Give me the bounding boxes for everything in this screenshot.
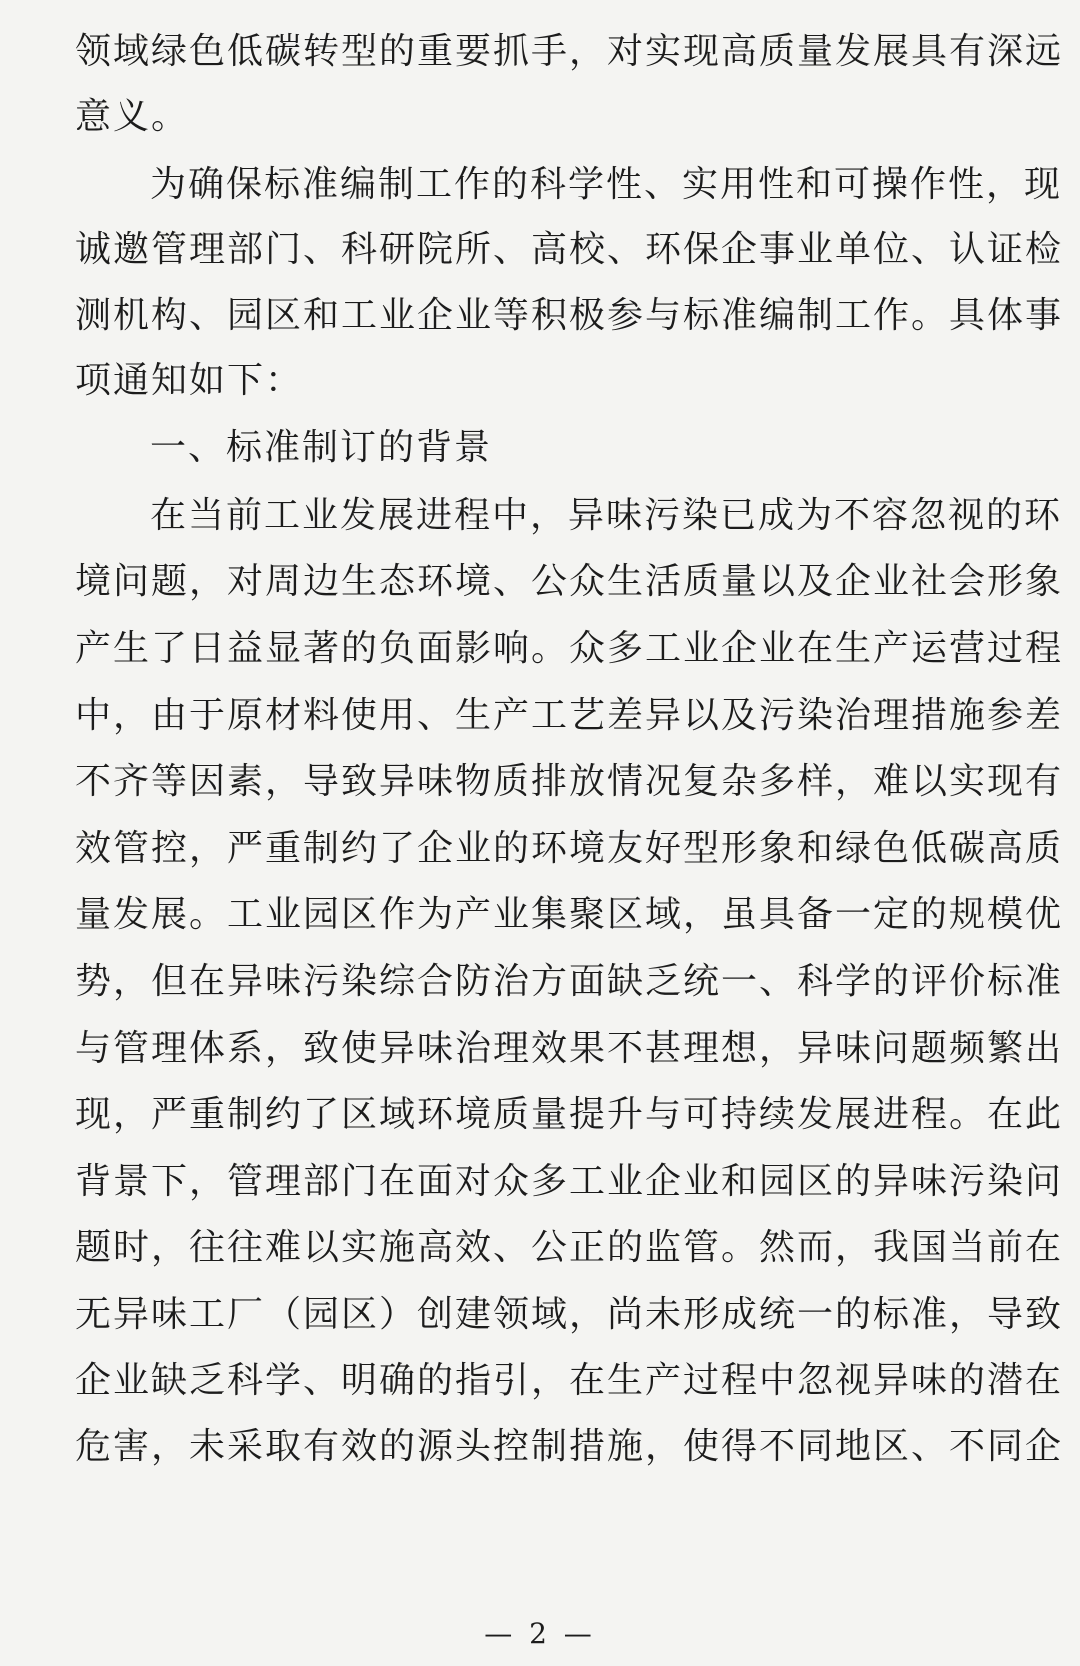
body-text-line: 中，由于原材料使用、生产工艺差异以及污染治理措施参差 xyxy=(75,695,1064,736)
body-text-line: 产生了日益显著的负面影响。众多工业企业在生产运营过程 xyxy=(75,628,1064,669)
body-text-line: 测机构、园区和工业企业等积极参与标准编制工作。具体事 xyxy=(75,295,1064,336)
body-text-line: 企业缺乏科学、明确的指引，在生产过程中忽视异味的潜在 xyxy=(75,1360,1064,1401)
body-text-line: 量发展。工业园区作为产业集聚区域，虽具备一定的规模优 xyxy=(75,894,1064,935)
body-text-line: 与管理体系，致使异味治理效果不甚理想，异味问题频繁出 xyxy=(75,1028,1064,1069)
page-number: — 2 — xyxy=(484,1617,596,1650)
body-text-line: 项通知如下： xyxy=(75,360,304,401)
body-text-line: 无异味工厂（园区）创建领域，尚未形成统一的标准，导致 xyxy=(75,1294,1064,1335)
body-text-line: 背景下，管理部门在面对众多工业企业和园区的异味污染问 xyxy=(75,1161,1064,1202)
body-text-line: 势，但在异味污染综合防治方面缺乏统一、科学的评价标准 xyxy=(75,961,1064,1002)
body-text-line: 意义。 xyxy=(75,96,190,137)
body-text-line: 领域绿色低碳转型的重要抓手，对实现高质量发展具有深远 xyxy=(75,31,1064,72)
body-text-line: 境问题，对周边生态环境、公众生活质量以及企业社会形象 xyxy=(75,561,1064,602)
body-text-line: 不齐等因素，导致异味物质排放情况复杂多样，难以实现有 xyxy=(75,761,1064,802)
paragraph-first-line: 在当前工业发展进程中，异味污染已成为不容忽视的环 xyxy=(150,495,1063,536)
body-text-line: 诚邀管理部门、科研院所、高校、环保企事业单位、认证检 xyxy=(75,229,1064,270)
body-text-line: 危害，未采取有效的源头控制措施，使得不同地区、不同企 xyxy=(75,1426,1064,1467)
body-text-line: 现，严重制约了区域环境质量提升与可持续发展进程。在此 xyxy=(75,1094,1064,1135)
body-text-line: 题时，往往难以实施高效、公正的监管。然而，我国当前在 xyxy=(75,1227,1064,1268)
section-heading: 一、标准制订的背景 xyxy=(150,427,493,468)
body-text-line: 效管控，严重制约了企业的环境友好型形象和绿色低碳高质 xyxy=(75,828,1064,869)
paragraph-first-line: 为确保标准编制工作的科学性、实用性和可操作性，现 xyxy=(150,164,1063,205)
